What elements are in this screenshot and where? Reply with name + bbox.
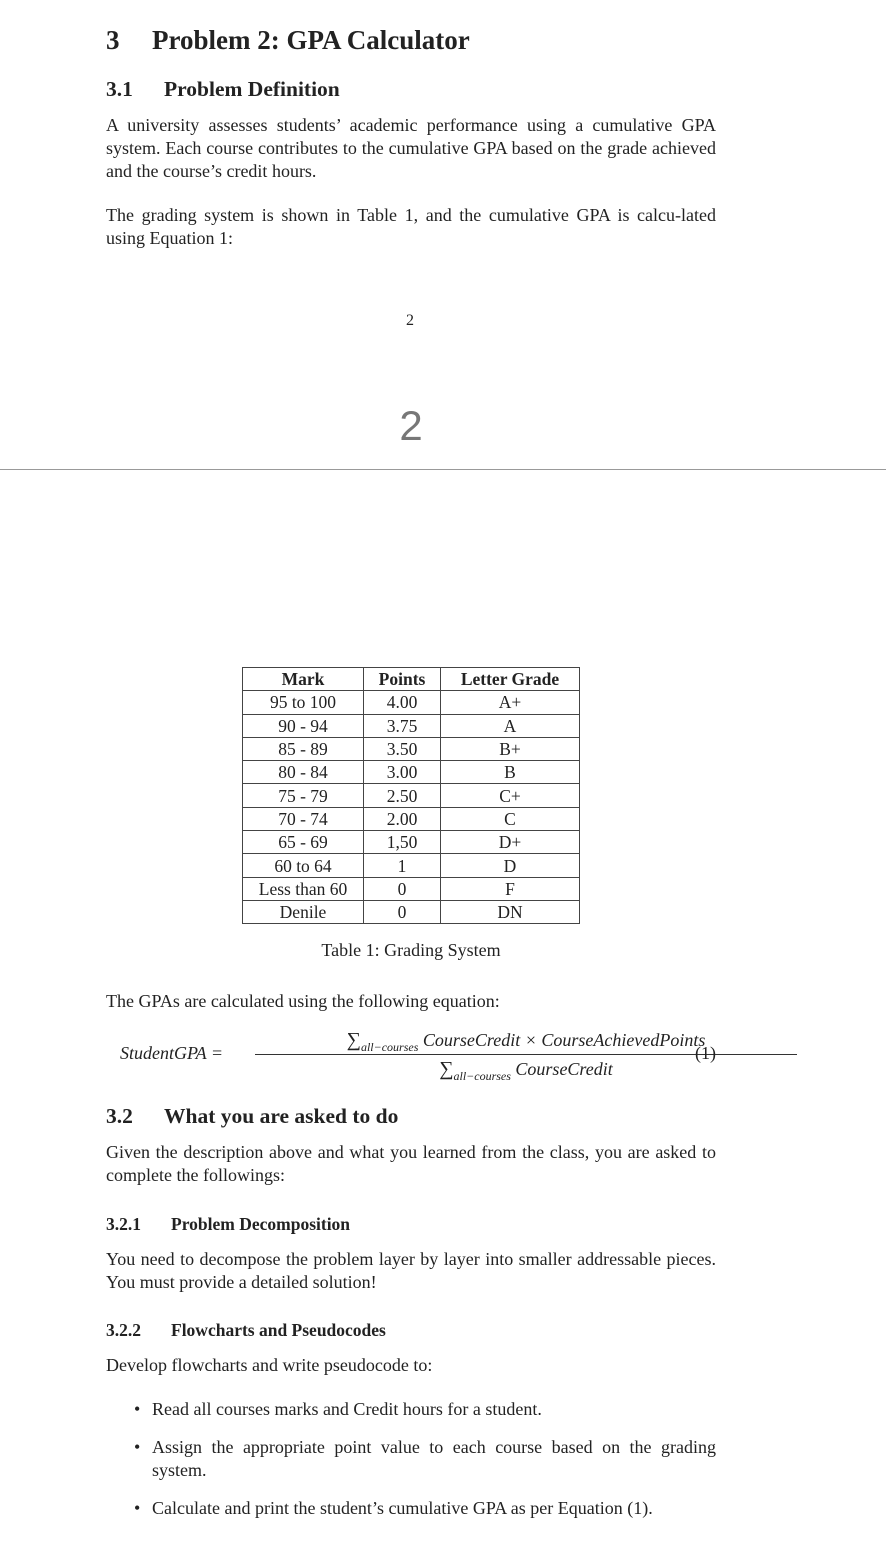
subsubsection-heading [106,1320,386,1341]
sigma-symbol: ∑ [439,1058,454,1080]
letter-grade-cell: D [441,854,580,877]
mark-cell: 85 - 89 [243,737,364,760]
bullet-icon: • [134,1498,141,1518]
column-header: Letter Grade [441,668,580,691]
table-row [243,854,580,877]
mark-cell: Denile [243,900,364,923]
subsection-title: Problem Definition [164,77,340,101]
column-header: Mark [243,668,364,691]
table-row [243,737,580,760]
subsection-number: 3.2 [106,1104,133,1128]
gpa-equation [120,1026,720,1086]
sum-subscript: all−courses [453,1069,511,1083]
subsection-heading [106,1104,398,1129]
viewer-page-number: 2 [399,402,423,449]
table-header-row [243,668,580,691]
subsubsection-title: Problem Decomposition [171,1214,351,1234]
subsubsection-number: 3.2.2 [106,1320,141,1340]
letter-grade-cell: F [441,877,580,900]
points-cell: 0 [364,900,441,923]
paragraph: The grading system is shown in Table 1, and the cumulative GPA is calcu-lated using Equation 1: [106,205,716,248]
subsection-title: What you are asked to do [164,1104,399,1128]
mark-cell: 65 - 69 [243,831,364,854]
points-cell: 3.75 [364,714,441,737]
column-header: Points [364,668,441,691]
table-caption: Table 1: Grading System [321,940,501,960]
mark-cell: 75 - 79 [243,784,364,807]
mark-cell: 80 - 84 [243,761,364,784]
page-divider [0,469,886,470]
subsubsection-number: 3.2.1 [106,1214,141,1234]
letter-grade-cell: C [441,807,580,830]
mark-cell: 95 to 100 [243,691,364,714]
table-row [243,831,580,854]
section-title: Problem 2: GPA Calculator [152,25,470,55]
list-item-text: Read all courses marks and Credit hours for a student. [152,1399,542,1419]
list-item [106,1398,716,1421]
table-row [243,900,580,923]
numerator-text: CourseCredit × CourseAchievedPoints [422,1030,706,1050]
letter-grade-cell: C+ [441,784,580,807]
letter-grade-cell: D+ [441,831,580,854]
table-row [243,761,580,784]
points-cell: 4.00 [364,691,441,714]
list-item [106,1497,716,1520]
subsubsection-heading [106,1214,350,1235]
mark-cell: 70 - 74 [243,807,364,830]
points-cell: 3.50 [364,737,441,760]
grading-table [242,667,580,924]
task-list [106,1398,716,1535]
paragraph: Develop flowcharts and write pseudocode to: [106,1355,433,1375]
bullet-icon: • [134,1399,141,1419]
points-cell: 1,50 [364,831,441,854]
paragraph: Given the description above and what you learned from the class, you are asked to complete the followings: [106,1142,716,1185]
mark-cell: 90 - 94 [243,714,364,737]
subsection-heading [106,77,340,102]
equation-number: (1) [695,1043,716,1063]
table-row [243,877,580,900]
points-cell: 2.50 [364,784,441,807]
list-item-text: Calculate and print the student’s cumulative GPA as per Equation (1). [152,1498,653,1518]
list-item [106,1436,716,1482]
sum-subscript: all−courses [360,1040,419,1054]
mark-cell: 60 to 64 [243,854,364,877]
page-number: 2 [406,312,414,329]
section-number: 3 [106,25,120,55]
table-row [243,807,580,830]
letter-grade-cell: A+ [441,691,580,714]
list-item-text: Assign the appropriate point value to each course based on the grading system. [152,1437,716,1480]
points-cell: 3.00 [364,761,441,784]
denominator-text: CourseCredit [515,1059,613,1079]
mark-cell: Less than 60 [243,877,364,900]
equation-lhs: StudentGPA = [120,1043,223,1063]
table-row [243,691,580,714]
sigma-symbol: ∑ [346,1029,361,1051]
table-row [243,714,580,737]
points-cell: 1 [364,854,441,877]
points-cell: 0 [364,877,441,900]
bullet-icon: • [134,1437,141,1457]
paragraph: The GPAs are calculated using the following equation: [106,991,500,1011]
section-heading [106,25,470,56]
subsubsection-title: Flowcharts and Pseudocodes [171,1320,386,1340]
paragraph: A university assesses students’ academic performance using a cumulative GPA system. Each course contributes to the cumulative GPA based on the grade achieved and the course’s credit hours. [106,115,716,181]
paragraph: You need to decompose the problem layer by layer into smaller addressable pieces. You must provide a detailed solution! [106,1249,716,1292]
subsection-number: 3.1 [106,77,133,101]
letter-grade-cell: DN [441,900,580,923]
letter-grade-cell: B [441,761,580,784]
letter-grade-cell: B+ [441,737,580,760]
table-row [243,784,580,807]
letter-grade-cell: A [441,714,580,737]
points-cell: 2.00 [364,807,441,830]
